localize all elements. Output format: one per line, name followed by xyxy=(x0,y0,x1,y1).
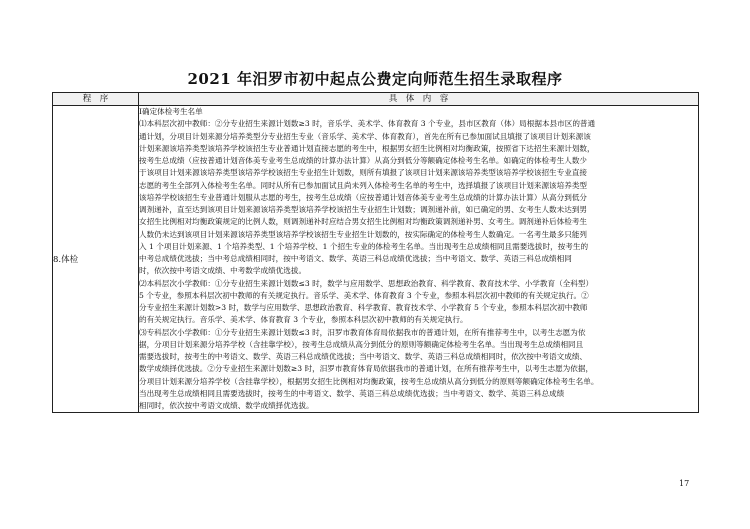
content-line: 人数仍未达到该项目计划来源该培养类型该培养学校该招生专业招生计划数的，按实际确定的体检考生人数确定。一名考生最多只能列 xyxy=(139,229,588,239)
content-line: 5 个专业，参照本科层次初中教师的有关规定执行。音乐学、美术学、体育教育 3 个专业，参照本科层次初中教师的有关规定执行。② xyxy=(139,290,589,300)
content-line: ⑵本科层次小学教师：①分专业招生来源计划数≤3 时，数学与应用数学、思想政治教育、科学教育、教育技术学、小学教育（全科型） xyxy=(139,278,594,288)
content-line: 中考总成绩优选拔；当中考总成绩相同时，按中考语文、数学、英语三科总成绩优选拔；当中考语文、数学、英语三科总成绩相同 xyxy=(139,254,572,263)
content-line: 按考生总成绩（应按普通计划音体美专业考生总成绩的计算办法计算）从高分到低分等额确定体检考生名单。如确定的体检考生人数少 xyxy=(139,156,588,165)
content-line: ⑶专科层次小学教师：①分专业招生来源计划数≤3 时，汨罗市教育体育局依据我市的普通计划，在所有推荐考生中，以考生志愿为依 xyxy=(139,327,586,337)
content-line: 女招生比例相对均衡政策规定的比例人数，则调剂递补时应结合男女招生比例相对均衡政策调剂递补男、女考生。调剂递补后体检考生 xyxy=(139,217,588,227)
content-line: 调剂递补，直至达到该项目计划来源该培养类型该培养学校该招生专业招生计划数；调剂递补前，如已确定的男、女考生人数未达到男 xyxy=(139,205,588,214)
content-line: 于该项目计划来源该培养类型该培养学校该招生专业招生计划数，则所有填报了该项目计划来源该培养类型该培养学校该招生专业直接 xyxy=(139,168,588,178)
header-content: 具 体 内 容 xyxy=(139,93,699,106)
content-line: 据，分项目计划来源分培养学校（含挂靠学校），按考生总成绩从高分到低分的原则等额确定体检考生名单。当出现考生总成绩相同且 xyxy=(139,339,584,349)
header-procedure: 程 序 xyxy=(53,93,139,106)
content-line: 该培养学校该招生专业普通计划服从志愿的考生，按考生总成绩（应按普通计划音体美专业考生总成绩的计算办法计算）从高分到低分 xyxy=(139,192,588,202)
content-line: 时，依次按中考语文成绩、中考数学成绩优选拔。 xyxy=(139,266,307,276)
table-header-row xyxy=(53,93,699,106)
step-label: 8.体检 xyxy=(53,106,139,413)
content-line: 计划来源该培养类型该培养学校该招生专业普通计划直接志愿的考生中，根据男女招生比例相对均衡政策，按照省下达招生来源计划数， xyxy=(139,143,595,153)
table-row xyxy=(53,106,699,413)
content-line: 志愿的考生全部列入体检考生名单。同时从所有已参加面试且尚未列入体检考生名单的考生中，选择填报了该项目计划来源该培养类型 xyxy=(139,180,588,190)
content-line: 的有关规定执行。音乐学、美术学、体育教育 3 个专业，参照本科层次初中教师的有关规定执行。 xyxy=(139,315,468,325)
content-line: 需要选拔时，按考生的中考语文、数学、英语三科总成绩优选拔；当中考语文、数学、英语三科总成绩相同时，依次按中考语文成绩、 xyxy=(139,352,588,361)
step-content xyxy=(139,106,699,413)
page-title: 2021 年汨罗市初中起点公费定向师范生招生录取程序 xyxy=(187,70,563,88)
content-line: 当出现考生总成绩相同且需要选拔时，按考生的中考语文、数学、英语三科总成绩优选拔；当中考语文、数学、英语三科总成绩 xyxy=(139,388,565,398)
content-line: 分专业招生来源计划数>3 时，数学与应用数学、思想政治教育、科学教育、教育技术学、小学教育 5 个专业，参照本科层次初中教师 xyxy=(139,303,588,312)
content-line: 入 1 个项目计划来源、1 个培养类型、1 个培养学校、1 个招生专业的体检考生名单。当出现考生总成绩相同且需要选拔时，按考生的 xyxy=(139,241,589,251)
page-number: 17 xyxy=(679,479,690,488)
procedure-table xyxy=(52,92,699,413)
content-line: 数学成绩择优选拔。②分专业招生来源计划数≥3 时，汨罗市教育体育局依据我市的普通计划，在所有推荐考生中，以考生志愿为依据， xyxy=(139,364,594,374)
content-line: 相同时，依次按中考语文成绩、数学成绩择优选拔。 xyxy=(139,401,314,410)
content-line: 分项目计划来源分培养学校（含挂靠学校），根据男女招生比例相对均衡政策，按考生总成绩从高分到低分的原则等额确定体检考生名单。 xyxy=(139,376,599,386)
content-line: 通计划，分项目计划来源分培养类型分专业招生专业（音乐学、美术学、体育教育），首先在所有已参加面试且填报了该项目计划来源该 xyxy=(139,131,591,141)
content-line: Ⅰ确定体检考生名单 xyxy=(139,107,203,116)
content-line: ⑴本科层次初中教师：②分专业招生来源计划数≥3 时，音乐学、美术学、体育教育 3 个专业，县市区教育（体）局根据本县市区的普通 xyxy=(139,119,596,129)
